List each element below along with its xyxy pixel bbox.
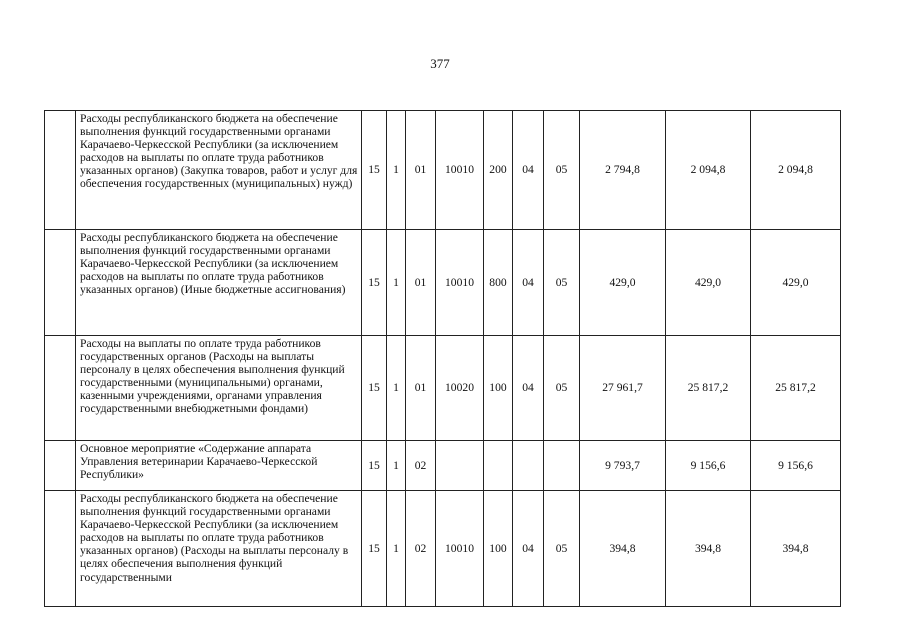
code-cell: 15 <box>362 336 387 441</box>
amount-cell: 429,0 <box>751 230 841 336</box>
code-cell: 10010 <box>436 111 484 230</box>
row-empty-cell <box>45 230 76 336</box>
code-cell: 01 <box>406 111 436 230</box>
code-cell: 15 <box>362 491 387 607</box>
amount-cell: 25 817,2 <box>666 336 751 441</box>
amount-cell: 9 156,6 <box>751 441 841 491</box>
row-empty-cell <box>45 441 76 491</box>
code-cell: 10020 <box>436 336 484 441</box>
code-cell: 1 <box>387 491 406 607</box>
table-row <box>45 336 841 441</box>
code-cell <box>436 441 484 491</box>
amount-cell: 2 794,8 <box>580 111 666 230</box>
code-cell: 04 <box>513 491 544 607</box>
amount-cell: 2 094,8 <box>751 111 841 230</box>
code-cell: 15 <box>362 111 387 230</box>
amount-cell: 9 156,6 <box>666 441 751 491</box>
row-description: Расходы республиканского бюджета на обеспечение выполнения функций государственными органами Карачаево-Черкесской Республики (за исключением расходов на выплаты по оплате труда работников указанных органов) (Иные бюджетные ассигнования) <box>76 230 362 336</box>
code-cell: 15 <box>362 441 387 491</box>
table-row <box>45 230 841 336</box>
amount-cell: 429,0 <box>666 230 751 336</box>
code-cell <box>484 441 513 491</box>
table-row <box>45 111 841 230</box>
amount-cell: 2 094,8 <box>666 111 751 230</box>
code-cell: 1 <box>387 230 406 336</box>
code-cell: 100 <box>484 491 513 607</box>
row-description: Основное мероприятие «Содержание аппарата Управления ветеринарии Карачаево-Черкесской Республики» <box>76 441 362 491</box>
code-cell <box>513 441 544 491</box>
code-cell: 05 <box>544 230 580 336</box>
row-empty-cell <box>45 491 76 607</box>
amount-cell: 9 793,7 <box>580 441 666 491</box>
code-cell: 800 <box>484 230 513 336</box>
amount-cell: 25 817,2 <box>751 336 841 441</box>
code-cell: 10010 <box>436 230 484 336</box>
code-cell: 01 <box>406 230 436 336</box>
amount-cell: 394,8 <box>666 491 751 607</box>
code-cell: 1 <box>387 111 406 230</box>
code-cell <box>544 441 580 491</box>
code-cell: 04 <box>513 111 544 230</box>
row-description: Расходы республиканского бюджета на обеспечение выполнения функций государственными органами Карачаево-Черкесской Республики (за исключением расходов на выплаты по оплате труда работников указанных органов) (Расходы на выплаты персоналу в целях обеспечения выполнения функций государственными <box>76 491 362 607</box>
row-description: Расходы на выплаты по оплате труда работников государственных органов (Расходы на выплаты персоналу в целях обеспечения выполнения функций государственными (муниципальными) органами, казенными учреждениями, органами управления государственными внебюджетными фондами) <box>76 336 362 441</box>
page-number: 377 <box>430 56 450 71</box>
code-cell: 04 <box>513 230 544 336</box>
code-cell: 10010 <box>436 491 484 607</box>
code-cell: 05 <box>544 491 580 607</box>
code-cell: 02 <box>406 491 436 607</box>
code-cell: 04 <box>513 336 544 441</box>
amount-cell: 429,0 <box>580 230 666 336</box>
code-cell: 1 <box>387 441 406 491</box>
table-row <box>45 491 841 607</box>
row-empty-cell <box>45 111 76 230</box>
code-cell: 100 <box>484 336 513 441</box>
code-cell: 05 <box>544 111 580 230</box>
code-cell: 05 <box>544 336 580 441</box>
code-cell: 15 <box>362 230 387 336</box>
code-cell: 1 <box>387 336 406 441</box>
row-empty-cell <box>45 336 76 441</box>
table-row <box>45 441 841 491</box>
amount-cell: 394,8 <box>580 491 666 607</box>
budget-table <box>44 110 841 607</box>
code-cell: 02 <box>406 441 436 491</box>
row-description: Расходы республиканского бюджета на обеспечение выполнения функций государственными органами Карачаево-Черкесской Республики (за исключением расходов на выплаты по оплате труда работников указанных органов) (Закупка товаров, работ и услуг для обеспечения государственных (муниципальных) нужд) <box>76 111 362 230</box>
code-cell: 01 <box>406 336 436 441</box>
amount-cell: 27 961,7 <box>580 336 666 441</box>
amount-cell: 394,8 <box>751 491 841 607</box>
code-cell: 200 <box>484 111 513 230</box>
